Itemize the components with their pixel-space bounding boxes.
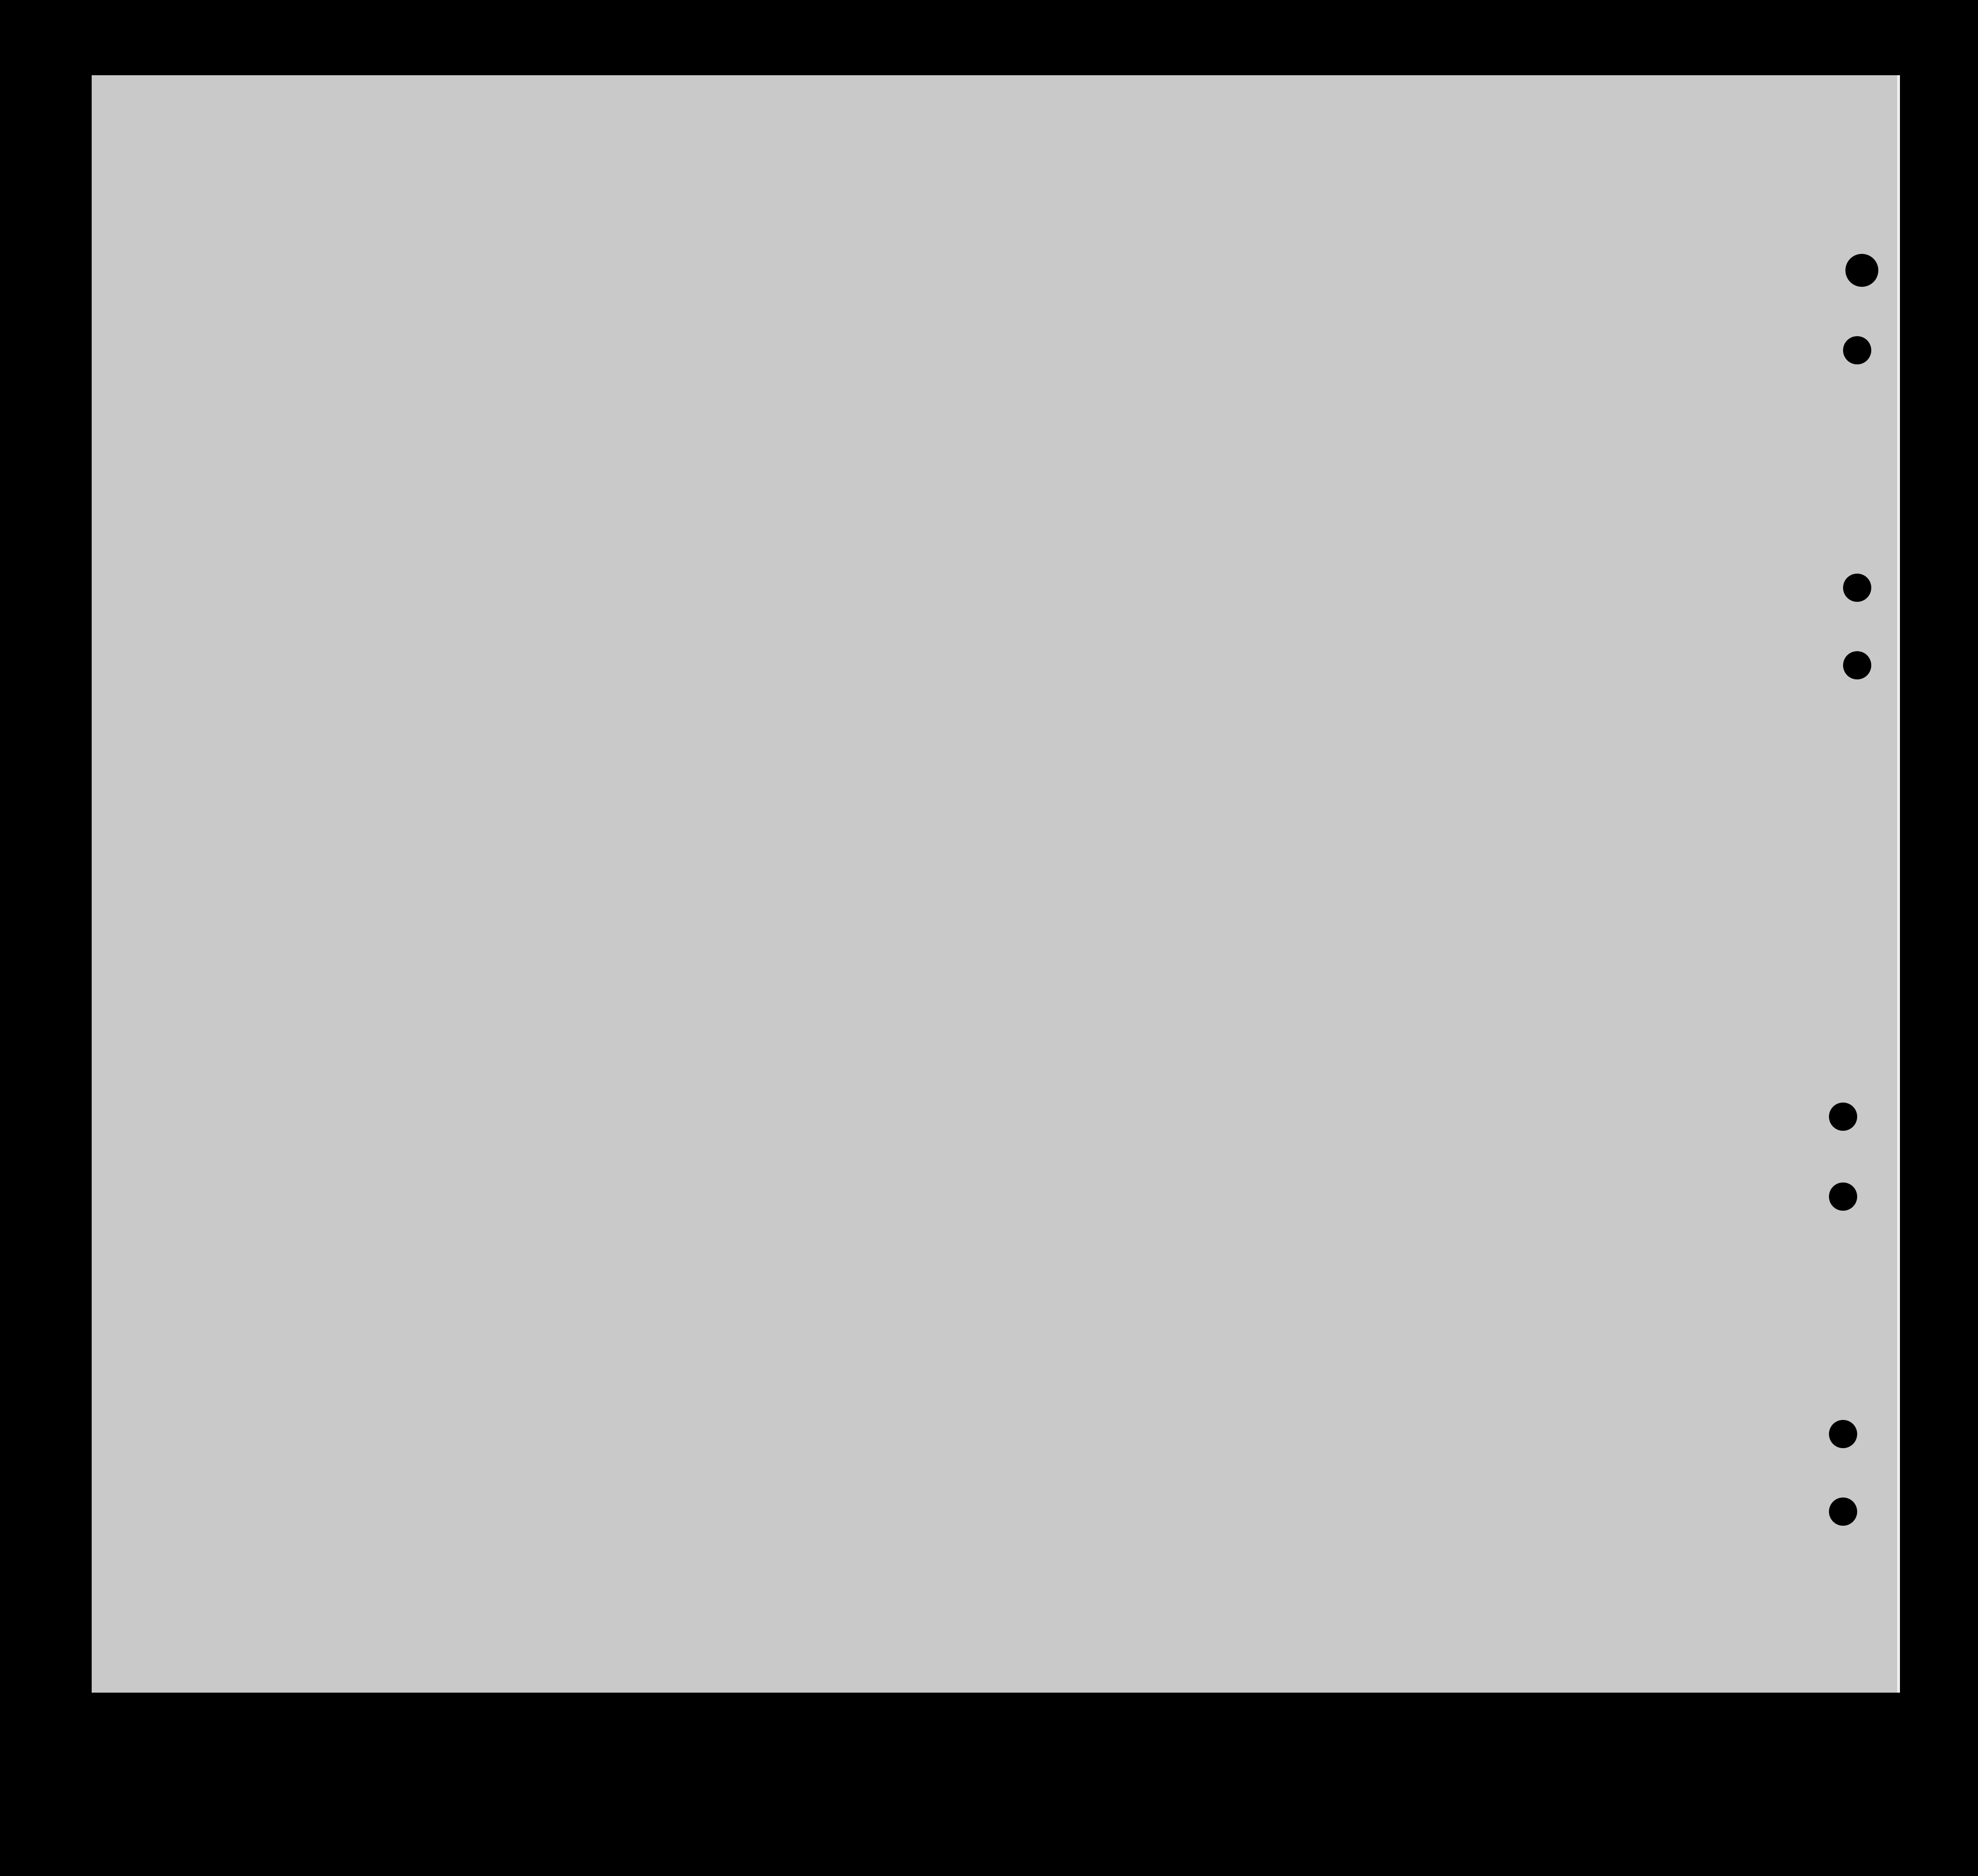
binder-hole: [1845, 254, 1878, 287]
binder-hole: [1843, 336, 1871, 364]
binder-hole: [1829, 1182, 1857, 1211]
binder-hole: [1829, 1103, 1857, 1131]
binder-hole: [1843, 651, 1871, 679]
binder-hole: [1829, 1498, 1857, 1526]
binder-hole: [1843, 574, 1871, 602]
manifest-grid: [92, 75, 1897, 1693]
manifest-sheet: [92, 75, 1900, 1693]
binder-hole: [1829, 1420, 1857, 1448]
